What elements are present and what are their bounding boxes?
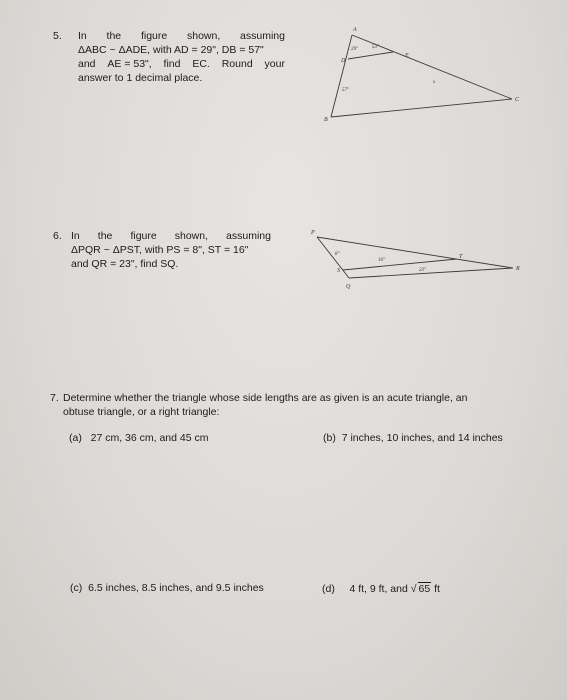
word: In (78, 30, 87, 42)
vertex-b-label: B (324, 117, 328, 123)
length-ec-label: x (433, 80, 436, 85)
vertex-r-label: R (516, 266, 520, 272)
option-c-text: 6.5 inches, 8.5 inches, and 9.5 inches (88, 582, 264, 594)
option-c-label: (c) (70, 582, 83, 594)
option-a-text: 27 cm, 36 cm, and 45 cm (90, 432, 209, 444)
length-db-label: 57" (342, 88, 350, 93)
problem-5-line-4: answer to 1 decimal place. (78, 72, 203, 84)
word: and (78, 58, 96, 70)
side-pq (317, 237, 349, 278)
vertex-d-label: D (341, 58, 346, 64)
problem-5-number: 5. (53, 30, 62, 42)
problem-6-number: 6. (53, 230, 62, 242)
option-d (322, 582, 440, 595)
option-d-unit: ft (434, 583, 440, 595)
length-ps-label: 8" (335, 252, 340, 257)
vertex-q-label: Q (346, 284, 351, 290)
word: figure (130, 230, 157, 242)
option-b-label: (b) (323, 432, 336, 444)
option-d-label: (d) (322, 583, 335, 595)
vertex-e-label: E (405, 53, 409, 59)
word: find (163, 58, 181, 70)
option-b-text: 7 inches, 10 inches, and 14 inches (341, 432, 503, 444)
option-d-text: 4 ft, 9 ft, and (349, 583, 408, 595)
side-qr (349, 268, 513, 278)
sqrt-symbol-icon: √ (410, 583, 417, 595)
vertex-c-label: C (515, 97, 520, 103)
problem-7-line-2: obtuse triangle, or a right triangle: (63, 406, 220, 418)
word: shown, (186, 30, 221, 42)
vertex-s-label: S (337, 268, 340, 274)
length-qr-label: 23" (419, 268, 427, 273)
vertex-a-label: A (353, 27, 357, 33)
option-a-label: (a) (69, 432, 82, 444)
option-a (69, 432, 209, 444)
word: the (106, 30, 122, 42)
segment-st (343, 259, 457, 270)
problem-7-line-1: Determine whether the triangle whose side lengths are as given is an acute triangle, an (63, 392, 468, 404)
word: assuming (226, 230, 271, 242)
word: assuming (240, 30, 285, 42)
vertex-p-label: P (311, 230, 315, 236)
word: your (264, 58, 285, 70)
length-ad-label: 29" (351, 47, 359, 52)
length-st-label: 16" (378, 258, 386, 263)
word: AE = 53", (107, 58, 152, 70)
option-d-radicand: 65 (418, 583, 431, 595)
option-b (323, 432, 503, 444)
word: EC. (192, 58, 210, 70)
word: shown, (174, 230, 209, 242)
word: Round (221, 58, 253, 70)
problem-6-line-2: ΔPQR ~ ΔPST, with PS = 8", ST = 16" (71, 244, 249, 256)
word: In (71, 230, 80, 242)
length-ae-label: 53" (372, 45, 380, 50)
problem-6-line-3: and QR = 23", find SQ. (71, 258, 179, 270)
word: the (97, 230, 113, 242)
problem-5-line-2: ΔABC ~ ΔADE, with AD = 29", DB = 57" (78, 44, 264, 56)
option-c (70, 582, 264, 594)
word: figure (140, 30, 168, 42)
problem-7-number: 7. (50, 392, 59, 404)
problem-7 (50, 391, 530, 421)
vertex-t-label: T (459, 254, 463, 260)
